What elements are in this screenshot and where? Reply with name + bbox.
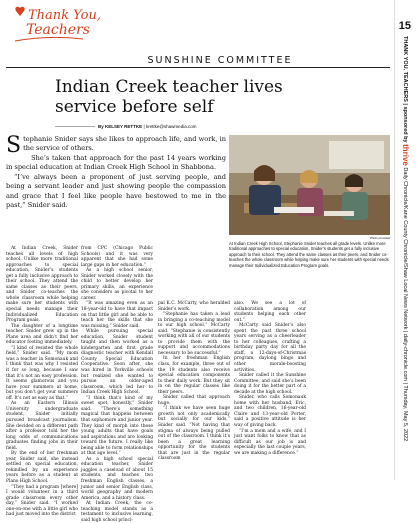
body-paragraph: “I think we have seen huge growth not only academically but socially for our kids,” Snider said. “Not having that stigma of always being pulled out of the classroom. I think it’s been a great learning opportunity for the students that are just in the regular classroom xyxy=(158,406,230,462)
body-paragraph: “Stephanie has taken a lead in bringing a co-teaching model to our high school,” McCarty said. “Stephanie is consistently working with all of our students to provide them with the support and accommodations necessary to be successful.” xyxy=(158,312,230,356)
page-number: 15 xyxy=(398,20,411,32)
body-paragraph: Snider called it the Sunshine Committee, and said she’s been doing it for the better part of a decade at the high school. xyxy=(234,373,306,395)
heart-icon xyxy=(15,5,25,17)
body-paragraph: “I think that’s kind of my sweet spot, honestly,” Snider said. “There’s something magical that happens between that sophomore and junior year. They kind of morph into these young adults that have goals and aspirations and are looking toward the future. I really like being able to form relationships at that age level.” xyxy=(81,395,153,457)
classroom-photo xyxy=(229,135,390,235)
body-column-4 xyxy=(234,301,306,456)
body-paragraph: At Indian Creek, Snider teaches all levels of high school. Unlike more traditional approaches to special education, Snider’s students get a fully inclusive approach to their school. They attend the same classes as their peers, and Snider co-teaches the whole classroom while helping make sure her students with special needs manage their Individualized Education Program goals. xyxy=(6,246,78,324)
lead-paragraph-3: “I’ve always been a proponent of just serving people, and being a servant leader and just showing people the compassion and grace that I feel like people have bestowed to me in the past,” Snider said. xyxy=(6,173,226,209)
body-column-3 xyxy=(158,301,230,462)
photo-caption: At Indian Creek High School, Stephanie Snider teaches all grade levels. Unlike more traditional approaches to special education, Snider’s students get a fully inclusive approach to their school. They attend the same classes as their peers, and Snider co-teaches the whole classroom while helping make sure her students with special needs manage their Individualized Education Program goals. xyxy=(229,241,389,268)
article-photo xyxy=(229,135,390,235)
drop-cap: S xyxy=(6,133,22,158)
lead-text-1: tephanie Snider says she likes to approach life, and work, in the service of others. xyxy=(23,135,226,153)
sponsor-brand: thrive xyxy=(401,144,410,166)
byline: By KELSEY RETTKE | krettke@shawmedia.com xyxy=(55,124,196,129)
body-column-2 xyxy=(81,246,153,523)
body-paragraph: “It was amazing even as an 18-year-old to have that impact on that little girl and be able to teach her the skills that she was missing,” Snider said. xyxy=(81,301,153,329)
body-paragraph: As a high school special education teacher, Snider juggles a caseload of about 15 students, and teaches two freshman English classes, a junior and senior English class, world geography and modern America, and a history class. xyxy=(81,456,153,501)
body-paragraph: In her freshman English class, for example, three out of the 19 students also receive special education components to their daily work. But they sit in on the regular classes like their peers. xyxy=(158,356,230,395)
body-paragraph: also. We see a lot of collaboration among our students helping each other out.” xyxy=(234,301,306,323)
body-paragraph: pal K.C. McCarty, who heralded Snider’s work. xyxy=(158,301,230,312)
headline: Indian Creek teacher lives service before self xyxy=(55,77,283,117)
body-paragraph: “I kind of resisted the whole field,” Snider said. “My mom was a teacher in Somonauk and I think that was why I resisted it for so long, because I saw that it’s not an easy profession. It seems glamorous and you have your summers at home, but you don’t get your summers off. It’s not as easy as that.” xyxy=(6,345,78,401)
body-paragraph: McCarty said Snider’s also spent the past three school years serving as a cheerleader to her colleagues, crafting a birthday party day for all the staff, a 12-days-of-Christmas program, daylong bingo and other morale-boosting activities. xyxy=(234,323,306,373)
byline-email: krettke@shawmedia.com xyxy=(145,124,197,129)
byline-rule xyxy=(55,126,95,127)
photo-credit: Photo provided xyxy=(370,236,391,240)
section-rule xyxy=(6,67,390,68)
article-lead xyxy=(6,135,226,211)
body-paragraph: As a high school senior, Snider worked closely with the child to better develop her primary skills, an experience she considers as pivotal to her career. xyxy=(81,268,153,301)
body-paragraph: By the end of her freshman year, Snider said, she instead settled on special education, rekindled by an experience years before as a student at Plano High School. xyxy=(6,451,78,484)
body-paragraph: “I’m a mom and a wife, and I just want folks to know that as difficult as our job is and especially the last couple years, we are making a difference.” xyxy=(234,428,306,456)
lead-paragraph-1 xyxy=(6,133,226,158)
byline-name: By KELSEY RETTKE xyxy=(98,124,143,129)
body-paragraph: Snider called that approach huge. xyxy=(158,395,230,406)
lead-paragraph-2: She’s taken that approach for the past 14 years working in special education at Indian Creek High School in Shabbona. xyxy=(6,154,226,172)
side-folio xyxy=(390,0,418,480)
body-paragraph: As an Eastern Illinois University undergraduate student, Snider initially pursued broadcast journalism. She decided on a different path after a professor told her the long odds of communications graduates finding jobs in their field. xyxy=(6,401,78,451)
logo-line-teachers: Teachers xyxy=(26,22,90,38)
thank-you-teachers-logo xyxy=(6,2,146,44)
body-paragraph: While pursuing special education, Snider student taught and then worked as a kindergarten and first grade diagnostic teacher with Kendall County Special Education Cooperative. Soon after, she was hired in Yorkville schools but realized she wanted to pursue an older-aged classroom, which led her to Indian Creek High School. xyxy=(81,329,153,396)
logo-swoosh xyxy=(14,36,84,42)
body-paragraph: “They had a program [where] I would volunteer in a third grade classroom every other day,” Snider said. “I worked one-on-one with a little girl who had just moved into the district xyxy=(6,484,78,518)
logo-line-thank-you: Thank You, xyxy=(28,8,101,23)
body-paragraph: from CPC (Chicago Public Schools) and it was very apparent that she had some large gaps in her education.” xyxy=(81,246,153,268)
section-title: SUNSHINE COMMITTEE xyxy=(147,55,293,66)
body-paragraph: At Indian Creek, the co-teaching model stands as a testament to inclusive learning, said high school princi- xyxy=(81,501,153,523)
side-folio-section: THANK YOU, TEACHERS | sponsored by xyxy=(402,36,408,143)
body-column-1 xyxy=(6,246,78,518)
side-folio-text xyxy=(398,36,410,441)
body-paragraph: Snider, who calls Somonauk home with her husband, Eric, and two children, 16-year-old Claire and 13-year-old Porter, said a positive attitude is her way of giving back. xyxy=(234,395,306,429)
body-paragraph: The daughter of a longtime teacher, Snider grew up in the Plano area and didn’t find her educator footing immediately. xyxy=(6,323,78,346)
side-folio-dateline: Daily Chronicle/Kane County Chronicle/Shaw Local News Network | daily-chronicle.com | Thursday, May 5, 2022 xyxy=(402,167,408,442)
